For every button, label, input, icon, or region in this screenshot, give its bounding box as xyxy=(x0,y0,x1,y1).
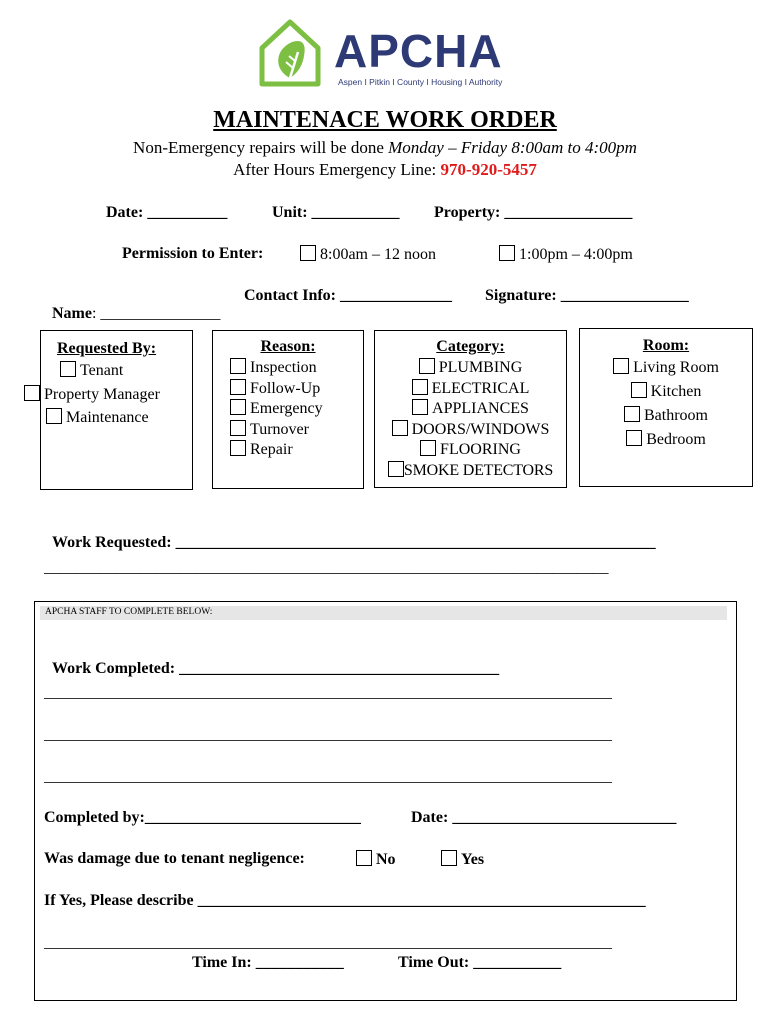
checkbox-icon[interactable] xyxy=(419,358,435,374)
checkbox-icon[interactable] xyxy=(230,440,246,456)
checkbox-icon[interactable] xyxy=(300,245,316,261)
name-field[interactable] xyxy=(44,287,220,323)
option-bedroom[interactable] xyxy=(579,428,753,452)
checkbox-icon[interactable] xyxy=(631,382,647,398)
permission-morning-label: 8:00am – 12 noon xyxy=(320,246,436,263)
option-label: APPLIANCES xyxy=(432,400,529,417)
work-completed-line-3[interactable]: _______________________________________________________________________ xyxy=(44,726,612,743)
option-label: Kitchen xyxy=(650,383,702,400)
option-label: Property Manager xyxy=(44,385,160,403)
checkbox-icon[interactable] xyxy=(624,406,640,422)
logo-name: APCHA xyxy=(334,25,503,77)
checkbox-icon[interactable] xyxy=(420,440,436,456)
option-living-room[interactable] xyxy=(579,356,753,380)
yes-label: Yes xyxy=(461,851,485,868)
option-label: Living Room xyxy=(633,359,719,376)
work-completed-line-2[interactable]: _______________________________________________________________________ xyxy=(44,684,612,701)
checkbox-icon[interactable] xyxy=(412,379,428,395)
checkbox-icon[interactable] xyxy=(441,850,457,866)
checkbox-icon[interactable] xyxy=(412,399,428,415)
option-maintenance[interactable] xyxy=(20,406,190,430)
permission-option-morning[interactable] xyxy=(300,245,436,264)
schedule-plain: Non-Emergency repairs will be done xyxy=(133,138,389,157)
logo-tagline: Aspen I Pitkin I County I Housing I Authority xyxy=(338,77,503,87)
checkbox-icon[interactable] xyxy=(230,379,246,395)
checkbox-icon[interactable] xyxy=(230,399,246,415)
checkbox-icon[interactable] xyxy=(392,420,408,436)
time-out-field[interactable]: Time Out: ___________ xyxy=(398,954,562,971)
work-requested-label: Work Requested: xyxy=(52,534,172,551)
page-title: MAINTENACE WORK ORDER xyxy=(213,107,557,133)
option-label: FLOORING xyxy=(440,441,521,458)
option-inspection[interactable] xyxy=(230,358,323,379)
option-turnover[interactable] xyxy=(230,420,323,441)
requested-by-title: Requested By: xyxy=(56,340,157,357)
damage-option-yes[interactable] xyxy=(441,850,484,869)
house-leaf-icon xyxy=(258,16,322,88)
option-follow-up[interactable] xyxy=(230,379,323,400)
date-field[interactable]: Date: __________ xyxy=(106,204,228,221)
describe-line-2[interactable]: _______________________________________________________________________ xyxy=(44,934,612,951)
requested-by-options xyxy=(20,359,190,430)
name-label: Name xyxy=(52,305,92,322)
option-bathroom[interactable] xyxy=(579,404,753,428)
option-label: PLUMBING xyxy=(438,359,523,376)
work-completed-line-4[interactable]: _______________________________________________________________________ xyxy=(44,768,612,785)
damage-question: Was damage due to tenant negligence: xyxy=(44,850,305,867)
no-label: No xyxy=(376,851,396,868)
work-requested-line-2[interactable]: _______________________________________________________________________ xyxy=(44,559,609,576)
option-label: Tenant xyxy=(80,362,124,379)
checkbox-icon[interactable] xyxy=(46,408,62,424)
work-completed-field[interactable] xyxy=(44,642,499,678)
option-label: Turnover xyxy=(250,420,309,438)
checkbox-icon[interactable] xyxy=(613,358,629,374)
option-label: Maintenance xyxy=(66,409,149,426)
option-plumbing[interactable] xyxy=(374,358,567,379)
emergency-line xyxy=(0,160,770,180)
describe-field[interactable]: If Yes, Please describe ________________________________________________________ xyxy=(44,892,646,909)
option-label: Bathroom xyxy=(644,407,708,424)
option-label: ELECTRICAL xyxy=(431,379,530,397)
property-field[interactable]: Property: ________________ xyxy=(434,204,633,221)
unit-field[interactable]: Unit: ___________ xyxy=(272,204,400,221)
option-label: DOORS/WINDOWS xyxy=(411,420,550,438)
option-tenant[interactable] xyxy=(20,359,190,383)
checkbox-icon[interactable] xyxy=(626,430,642,446)
option-kitchen[interactable] xyxy=(579,380,753,404)
work-requested-line: ____________________________________________________________ xyxy=(171,534,656,551)
contact-field[interactable]: Contact Info: ______________ xyxy=(244,287,452,304)
checkbox-icon[interactable] xyxy=(24,385,40,401)
staff-banner xyxy=(40,606,727,620)
checkbox-icon[interactable] xyxy=(356,850,372,866)
checkbox-icon[interactable] xyxy=(60,361,76,377)
option-emergency[interactable] xyxy=(230,399,323,420)
option-doors-windows[interactable] xyxy=(374,420,567,441)
name-line: : _______________ xyxy=(91,305,221,322)
option-label: SMOKE DETECTORS xyxy=(403,461,554,479)
checkbox-icon[interactable] xyxy=(230,420,246,436)
checkbox-icon[interactable] xyxy=(230,358,246,374)
option-label: Bedroom xyxy=(646,431,706,448)
option-flooring[interactable] xyxy=(374,440,567,461)
option-label: Follow-Up xyxy=(250,379,321,397)
emergency-label: After Hours Emergency Line: xyxy=(233,160,441,179)
work-requested-field[interactable] xyxy=(44,516,656,552)
emergency-phone: 970-920-5457 xyxy=(440,160,537,179)
checkbox-icon[interactable] xyxy=(388,461,404,477)
work-completed-line: ________________________________________ xyxy=(175,660,500,677)
permission-label: Permission to Enter: xyxy=(122,245,264,262)
reason-options xyxy=(230,358,323,461)
checkbox-icon[interactable] xyxy=(499,245,515,261)
room-options xyxy=(579,356,753,452)
work-completed-label: Work Completed: xyxy=(52,660,176,677)
damage-option-no[interactable] xyxy=(356,850,396,869)
schedule-note xyxy=(0,138,770,158)
option-label: Emergency xyxy=(250,400,323,417)
option-electrical[interactable] xyxy=(374,379,567,400)
room-title: Room: xyxy=(642,337,690,354)
permission-afternoon-label: 1:00pm – 4:00pm xyxy=(519,246,633,263)
completed-date-field[interactable]: Date: ____________________________ xyxy=(411,809,677,826)
schedule-hours: Monday – Friday 8:00am to 4:00pm xyxy=(388,138,637,157)
category-title: Category: xyxy=(436,338,505,355)
option-smoke-detectors[interactable] xyxy=(374,461,567,482)
reason-title: Reason: xyxy=(260,338,316,355)
staff-banner-text: APCHA STAFF TO COMPLETE BELOW: xyxy=(45,607,213,617)
apcha-logo xyxy=(258,16,518,92)
option-property-manager[interactable] xyxy=(20,383,190,407)
signature-field[interactable]: Signature: ________________ xyxy=(485,287,689,304)
option-label: Repair xyxy=(250,441,293,458)
option-appliances[interactable] xyxy=(374,399,567,420)
completed-by-field[interactable]: Completed by:___________________________ xyxy=(44,809,361,826)
permission-option-afternoon[interactable] xyxy=(499,245,633,264)
time-in-field[interactable]: Time In: ___________ xyxy=(192,954,344,971)
category-options xyxy=(374,358,567,481)
option-repair[interactable] xyxy=(230,440,323,461)
option-label: Inspection xyxy=(250,359,317,376)
